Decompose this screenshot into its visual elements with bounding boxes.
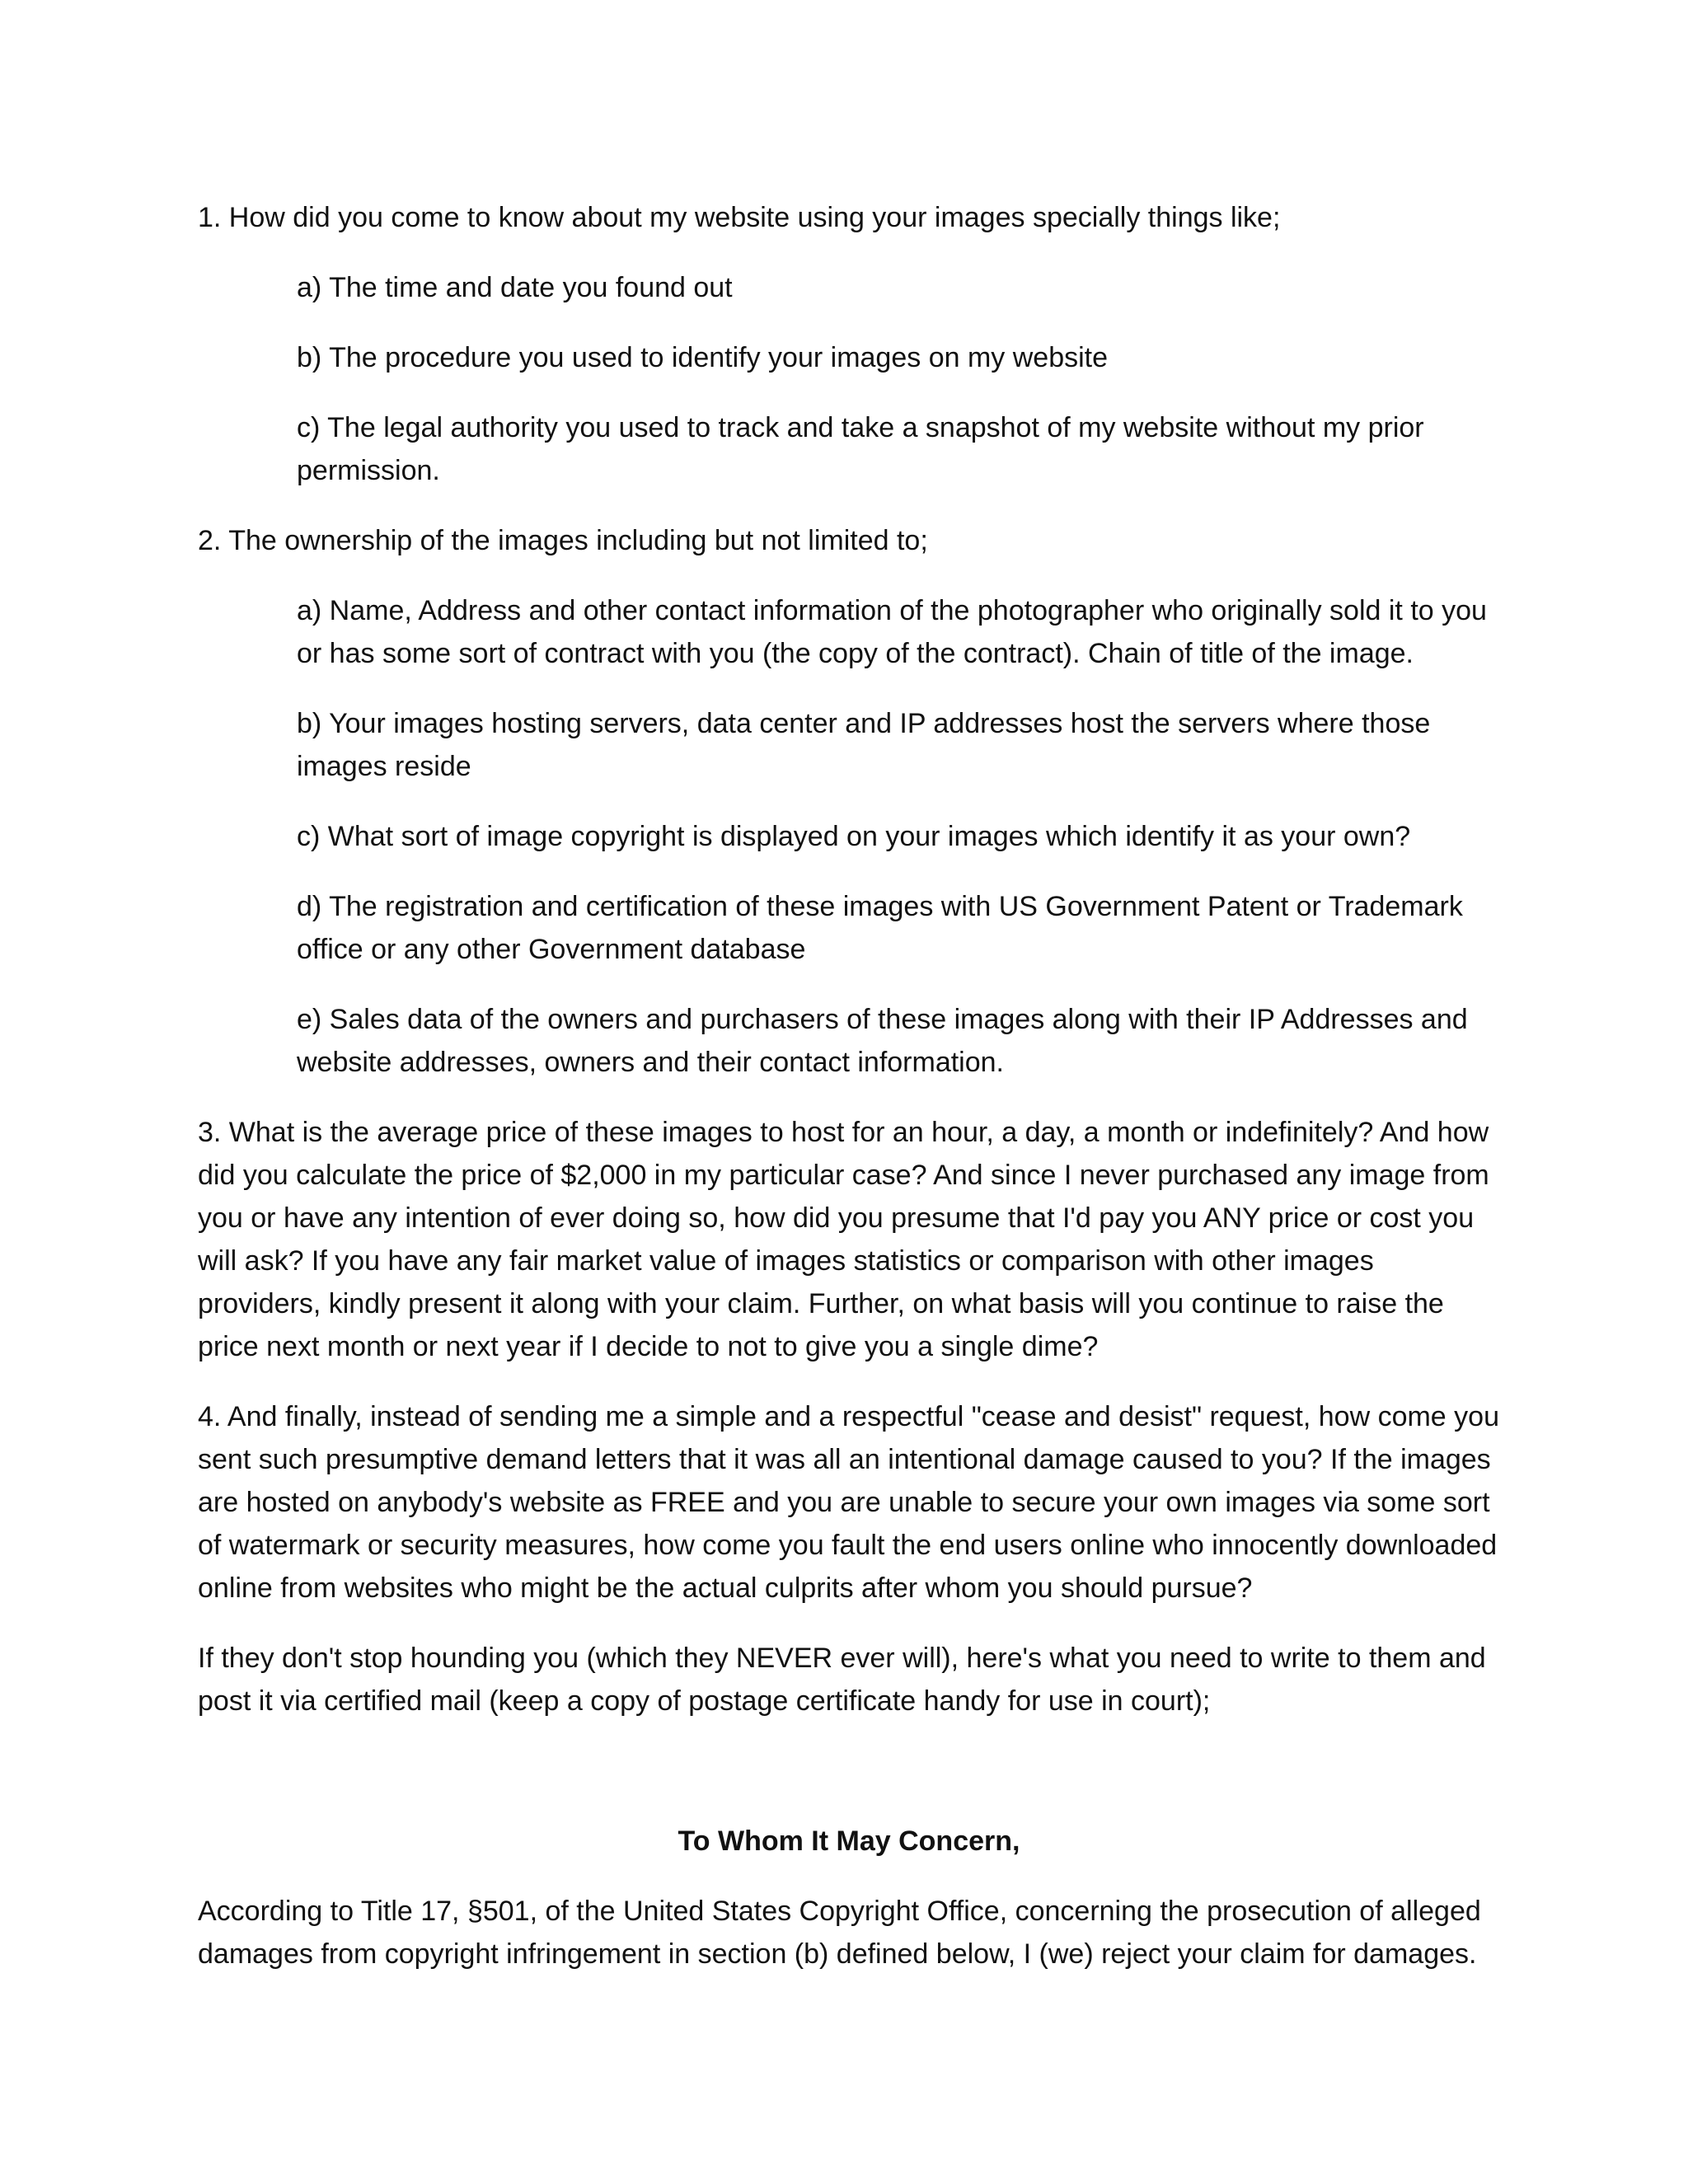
question-2-item-c: c) What sort of image copyright is displayed on your images which identify it as your own?	[297, 821, 1411, 852]
question-1-item-a: a) The time and date you found out	[297, 272, 733, 303]
question-2-item-b: b) Your images hosting servers, data center and IP addresses host the servers where those images reside	[297, 708, 1431, 782]
question-1-item-c: c) The legal authority you used to track and take a snapshot of my website without my prior permission.	[297, 412, 1424, 486]
question-1: 1. How did you come to know about my website using your images specially things like;	[198, 202, 1281, 233]
question-2: 2. The ownership of the images including but not limited to;	[198, 525, 928, 556]
letter-salutation: To Whom It May Concern,	[678, 1825, 1020, 1857]
question-1-item-b: b) The procedure you used to identify your images on my website	[297, 342, 1109, 373]
question-4: 4. And finally, instead of sending me a simple and a respectful "cease and desist" request, how come you sent such presumptive demand letters that it was all an intentional damage caused to you? If the images are hosted on anybody's website as FREE and you are unable to secure your own images via some sort of watermark or security measures, how come you fault the end users online who innocently downloaded online from websites who might be the actual culprits after whom you should pursue?	[198, 1401, 1499, 1604]
instruction-paragraph: If they don't stop hounding you (which they NEVER ever will), here's what you need to write to them and post it via certified mail (keep a copy of postage certificate handy for use in court);	[198, 1643, 1486, 1717]
question-2-item-a: a) Name, Address and other contact information of the photographer who originally sold it to you or has some sort of contract with you (the copy of the contract). Chain of title of the image.	[297, 595, 1487, 669]
document-body	[198, 196, 1500, 2003]
section-spacer	[198, 1750, 1500, 1820]
question-2-item-d: d) The registration and certification of these images with US Government Patent or Trademark office or any other Government database	[297, 891, 1463, 965]
question-3: 3. What is the average price of these images to host for an hour, a day, a month or indefinitely? And how did you calculate the price of $2,000 in my particular case? And since I never purchased any image from you or have any intention of ever doing so, how did you presume that I'd pay you ANY price or cost you will ask? If you have any fair market value of images statistics or comparison with other images providers, kindly present it along with your claim. Further, on what basis will you continue to raise the price next month or next year if I decide to not to give you a single dime?	[198, 1117, 1489, 1362]
letter-opening-paragraph: According to Title 17, §501, of the United States Copyright Office, concerning the prosecution of alleged damages from copyright infringement in section (b) defined below, I (we) reject your claim for damages.	[198, 1896, 1481, 1970]
question-2-item-e: e) Sales data of the owners and purchasers of these images along with their IP Addresses and website addresses, owners and their contact information.	[297, 1004, 1468, 1078]
